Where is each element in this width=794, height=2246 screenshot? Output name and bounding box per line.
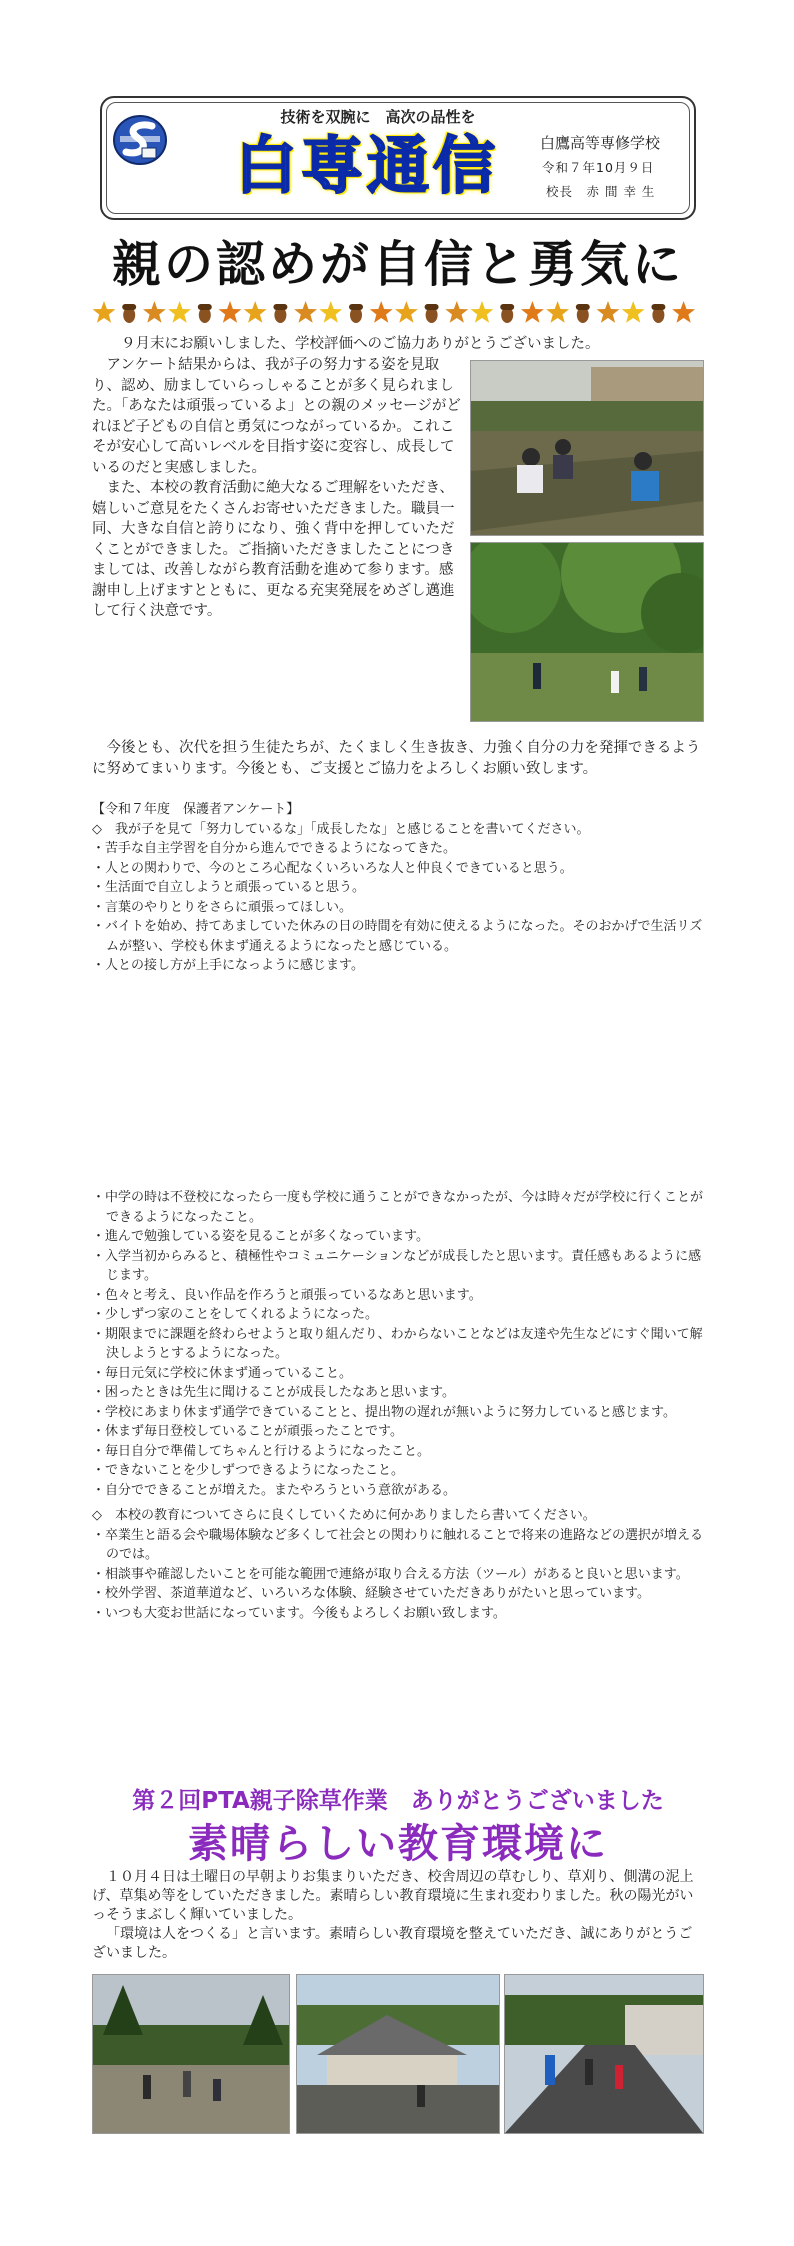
school-slogan: 技術を双腕に 高次の品性を — [280, 108, 476, 126]
acorn-icon — [349, 304, 363, 323]
acorn-icon — [198, 304, 212, 323]
survey-answers-1a — [92, 839, 712, 976]
acorn-icon — [651, 304, 665, 323]
pta-paragraph-1: １０月４日は土曜日の早朝よりお集まりいただき、校舎周辺の草むしり、草刈り、側溝の泥上げ、草集め等をしていただきました。素晴らしい教育環境に生まれ変わりました。秋の陽光がいっそうまぶしく輝いていました。 — [92, 1869, 694, 1923]
maple-leaf-icon — [370, 301, 393, 323]
survey-answer: ・いつも大変お世話になっています。今後もよろしくお願い致します。 — [92, 1605, 506, 1621]
article-paragraph-2: また、本校の教育活動に絶大なるご理解をいただき、嬉しいご意見をたくさんお寄せいただきました。職員一同、大きな自信と誇りになり、強く背中を押していただくことができました。ご指摘いただきましたことにつきましては、改善しながら教育活動を進めて参ります。感謝申し上げますとともに、更なる充実発展をめざし邁進して行く決意です。 — [92, 480, 455, 619]
survey-answer: ・入学当初からみると、積極性やコミュニケーションなどが成長したと思います。責任感もあるように感じます。 — [92, 1248, 702, 1283]
pta-photo-2 — [296, 1974, 500, 2134]
survey-answer: ・人との関わりで、今のところ心配なくいろいろな人と仲良くできていると思う。 — [92, 860, 573, 876]
survey-answer: ・卒業生と語る会や職場体験など多くして社会との関わりに触れることで将来の進路などの選択が増えるのでは。 — [92, 1527, 704, 1562]
acorn-icon — [425, 304, 439, 323]
survey-answer: ・進んで勉強している姿を見ることが多くなっています。 — [92, 1229, 429, 1244]
pta-section-title: 第２回PTA親子除草作業 ありがとうございました — [132, 1788, 664, 1814]
issue-date: 令和７年10月９日 — [542, 160, 655, 175]
survey-answers-2 — [92, 1526, 712, 1624]
survey-answer: ・困ったときは先生に聞けることが成長したなあと思います。 — [92, 1385, 455, 1400]
maple-leaf-icon — [219, 301, 242, 323]
maple-leaf-icon — [319, 301, 342, 323]
principal-name: 校長 赤 間 幸 生 — [546, 184, 656, 199]
maple-leaf-icon — [471, 301, 494, 323]
survey-answer: ・自分でできることが増えた。またやろうという意欲がある。 — [92, 1482, 457, 1498]
maple-leaf-icon — [244, 301, 267, 323]
main-headline: 親の認めが自信と勇気に — [111, 236, 684, 293]
survey-answer: ・少しずつ家のことをしてくれるようになった。 — [92, 1307, 379, 1322]
weeding-photo-2 — [470, 542, 704, 722]
maple-leaf-icon — [521, 301, 544, 323]
survey-answer: ・休まず毎日登校していることが頑張ったことです。 — [92, 1424, 403, 1439]
survey-answer: ・言葉のやりとりをさらに頑張ってほしい。 — [92, 899, 353, 915]
survey-answer: ・中学の時は不登校になったら一度も学校に通うことができなかったが、今は時々だが学校に行くことができるようになったこと。 — [92, 1190, 704, 1225]
maple-leaf-icon — [294, 301, 317, 323]
article-column — [92, 355, 464, 622]
pta-photo-3 — [504, 1974, 704, 2134]
autumn-leaf-border — [92, 298, 704, 328]
survey-title: 【令和７年度 保護者アンケート】 — [92, 802, 300, 817]
survey-question-2: ◇ 本校の教育についてさらに良くしていくために何かありましたら書いてください。 — [92, 1508, 596, 1523]
survey-answer: ・学校にあまり休まず通学できていることと、提出物の遅れが無いように努力していると感じます。 — [92, 1404, 676, 1420]
maple-leaf-icon — [93, 301, 116, 323]
maple-leaf-icon — [168, 301, 191, 323]
survey-answers-1b — [92, 1188, 712, 1500]
school-logo — [112, 112, 168, 168]
maple-leaf-icon — [143, 301, 166, 323]
survey-question-1: ◇ 我が子を見て「努力しているな」「成長したな」と感じることを書いてください。 — [92, 821, 590, 837]
maple-leaf-icon — [622, 301, 645, 323]
survey-section-continued — [92, 1188, 712, 1623]
maple-leaf-icon — [672, 301, 695, 323]
acorn-icon — [576, 304, 590, 323]
survey-answer: ・バイトを始め、持てあましていた休みの日の時間を有効に使えるようになった。そのおかげで生活リズムが整い、学校も休まず通えるようになったと感じている。 — [92, 919, 703, 954]
article-paragraph-1: アンケート結果からは、我が子の努力する姿を見取り、認め、励ましていらっしゃることが多く見られました。「あなたは頑張っているよ」との親のメッセージがどれほど子どもの自信と勇気につながっているか。これこそが安心して高いレベルを目指す姿に変容し、成長しているのだと実感しました。 — [92, 357, 461, 476]
acorn-icon — [500, 304, 514, 323]
survey-answer: ・校外学習、茶道華道など、いろいろな体験、経験させていただきありがたいと思っています。 — [92, 1586, 650, 1601]
maple-leaf-icon — [445, 301, 468, 323]
maple-leaf-icon — [597, 301, 620, 323]
acorn-icon — [273, 304, 287, 323]
weeding-photo-1 — [470, 360, 704, 536]
survey-answer: ・できないことを少しずつできるようになったこと。 — [92, 1463, 405, 1478]
survey-answer: ・毎日自分で準備してちゃんと行けるようになったこと。 — [92, 1443, 431, 1459]
survey-answer: ・毎日元気に学校に休まず通っていること。 — [92, 1365, 353, 1381]
survey-section — [92, 800, 712, 976]
newsletter-title: 白専通信 — [234, 129, 499, 202]
pta-paragraph-2: 「環境は人をつくる」と言います。素晴らしい教育環境を整えていただき、誠にありがとうございました。 — [92, 1926, 693, 1961]
article-paragraph-3: 今後とも、次代を担う生徒たちが、たくましく生き抜き、力強く自分の力を発揮できるように努めてまいります。今後とも、ご支援とご協力をよろしくお願い致します。 — [92, 740, 701, 777]
survey-answer: ・生活面で自立しようと頑張っていると思う。 — [92, 880, 366, 895]
school-name: 白鷹高等専修学校 — [540, 134, 661, 152]
maple-leaf-icon — [546, 301, 569, 323]
maple-leaf-icon — [395, 301, 418, 323]
acorn-icon — [122, 304, 136, 323]
survey-answer: ・苦手な自主学習を自分から進んでできるようになってきた。 — [92, 841, 457, 856]
pta-headline: 素晴らしい教育環境に — [188, 1821, 608, 1867]
pta-photo-1 — [92, 1974, 290, 2134]
survey-answer: ・相談事や確認したいことを可能な範囲で連絡が取り合える方法（ツール）があると良いと思います。 — [92, 1566, 689, 1582]
pta-body — [92, 1868, 704, 1963]
survey-answer: ・人との接し方が上手になっように感じます。 — [92, 958, 364, 973]
survey-answer: ・期限までに課題を終わらせようと取り組んだり、わからないことなどは友達や先生などにすぐ聞いて解決しようとするようになった。 — [92, 1326, 703, 1361]
article-intro: ９月末にお願いしました、学校評価へのご協力ありがとうございました。 — [121, 336, 600, 352]
survey-answer: ・色々と考え、良い作品を作ろうと頑張っているなあと思います。 — [92, 1287, 482, 1303]
